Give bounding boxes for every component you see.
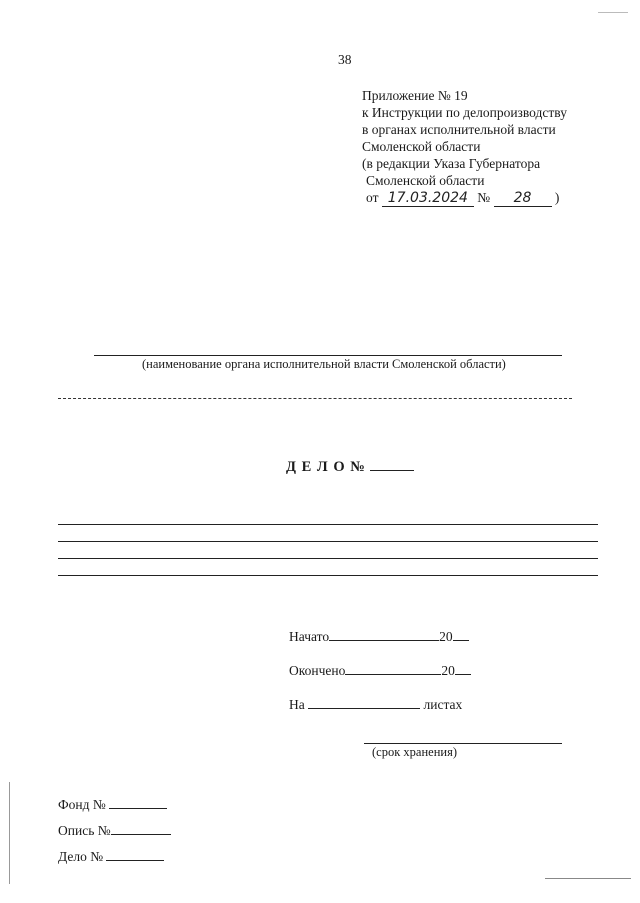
title-line-4: [58, 575, 598, 576]
binding-margin-line: [9, 782, 10, 884]
page-number: 38: [338, 52, 352, 67]
sheets-row: [289, 696, 462, 713]
organ-name-line: [94, 355, 562, 356]
case-title-row: [286, 458, 414, 476]
dashed-separator: [58, 398, 572, 399]
fond-field: [109, 796, 167, 809]
appendix-line: (в редакции Указа Губернатора: [362, 156, 541, 171]
handwritten-number: 28: [513, 190, 532, 206]
sheets-prefix: На: [289, 697, 305, 712]
opis-field: [111, 822, 171, 835]
year-prefix: 20: [441, 663, 455, 678]
scan-mark: [545, 878, 631, 879]
retention-caption: (срок хранения): [372, 745, 457, 759]
started-field: [329, 628, 439, 641]
appendix-line: в органах исполнительной власти: [362, 122, 556, 137]
ended-label: Окончено: [289, 663, 346, 678]
fond-label: Фонд №: [58, 797, 106, 812]
year-prefix: 20: [439, 629, 453, 644]
delo-label: Дело №: [58, 849, 104, 864]
ended-row: [289, 662, 471, 679]
year-field: [455, 662, 471, 675]
appendix-title: Приложение № 19: [362, 88, 468, 103]
handwritten-date: 17.03.2024: [387, 190, 468, 206]
number-field: [494, 190, 552, 207]
number-prefix: №: [477, 190, 491, 205]
ended-field: [345, 662, 441, 675]
organ-caption: (наименование органа исполнительной власти Смоленской области): [142, 357, 506, 371]
appendix-line: Смоленской области: [366, 173, 485, 188]
scan-mark: [598, 12, 628, 13]
case-number-field: [370, 458, 414, 471]
opis-row: [58, 822, 171, 839]
closing-paren: ): [554, 190, 560, 205]
appendix-line: Смоленской области: [362, 139, 481, 154]
delo-field: [106, 848, 164, 861]
date-field: [382, 190, 474, 207]
appendix-date-row: [366, 190, 559, 207]
title-line-3: [58, 558, 598, 559]
started-label: Начато: [289, 629, 330, 644]
year-field: [453, 628, 469, 641]
title-line-2: [58, 541, 598, 542]
opis-label: Опись №: [58, 823, 111, 838]
appendix-line: к Инструкции по делопроизводству: [362, 105, 567, 120]
title-line-1: [58, 524, 598, 525]
sheets-suffix: листах: [423, 697, 463, 712]
started-row: [289, 628, 469, 645]
fond-row: [58, 796, 167, 813]
sheets-field: [308, 696, 420, 709]
retention-line: [364, 743, 562, 744]
case-title: Д Е Л О №: [286, 459, 366, 475]
date-prefix: от: [366, 190, 379, 205]
delo-row: [58, 848, 164, 865]
